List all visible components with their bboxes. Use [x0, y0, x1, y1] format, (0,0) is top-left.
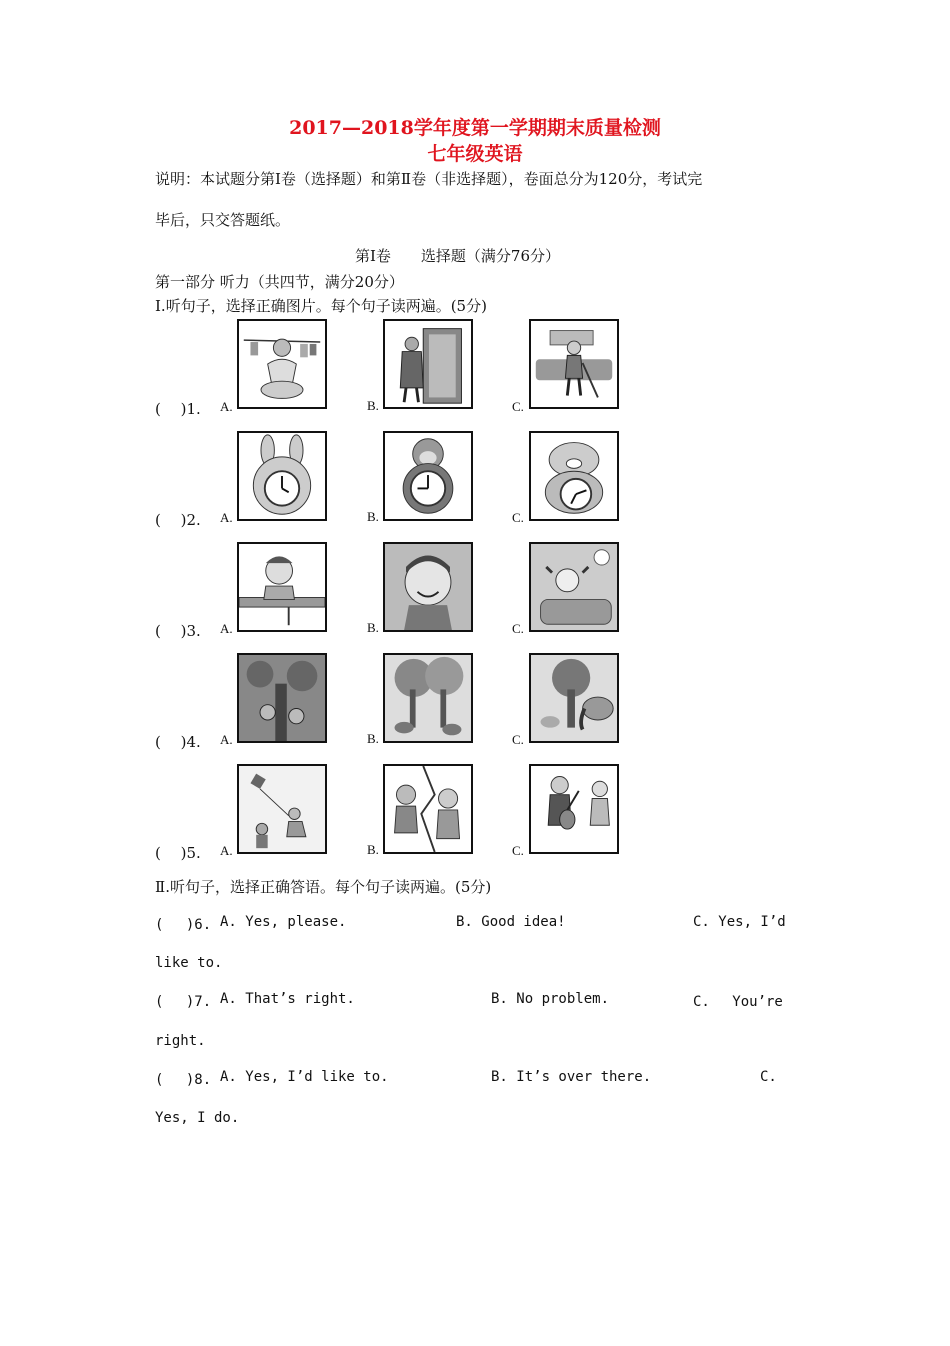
option-label: C.: [512, 399, 524, 414]
option-label: C.: [512, 843, 524, 858]
question-number: ( )6.: [155, 917, 212, 933]
part-ii-heading: Ⅱ.听句子，选择正确答语。每个句子读两遍。(5分): [155, 878, 492, 896]
option-label: B.: [367, 842, 379, 857]
part-heading: 第一部分 听力（共四节，满分20分）: [155, 273, 404, 291]
q7-option-c[interactable]: C. You’re: [693, 994, 783, 1010]
q7-option-c-continued: right.: [155, 1033, 206, 1049]
question-number: ( )5.: [155, 844, 201, 862]
boy-laughing-icon[interactable]: [383, 542, 473, 632]
option-label: B.: [367, 398, 379, 413]
option-label: A.: [220, 399, 233, 414]
option-label: B.: [367, 509, 379, 524]
question-number: ( )8.: [155, 1072, 212, 1088]
q6-option-c-continued: like to.: [155, 955, 223, 971]
question-number: ( )4.: [155, 733, 201, 751]
pig-clock-icon[interactable]: [529, 431, 619, 521]
monkeys-in-tree-icon[interactable]: [237, 653, 327, 743]
option-label: B.: [367, 731, 379, 746]
exam-subtitle: 七年级英语: [427, 143, 523, 165]
option-label: A.: [220, 732, 233, 747]
q7-option-a[interactable]: A. That’s right.: [220, 991, 355, 1007]
instructions-line2: 毕后，只交答题纸。: [155, 211, 291, 229]
monkey-clock-icon[interactable]: [383, 431, 473, 521]
elephant-at-tree-icon[interactable]: [529, 653, 619, 743]
playing-guitar-icon[interactable]: [529, 764, 619, 854]
exam-title: 2017—2018学年度第一学期期末质量检测: [289, 117, 661, 139]
option-label: A.: [220, 621, 233, 636]
question-number: ( )3.: [155, 622, 201, 640]
question-number: ( )2.: [155, 511, 201, 529]
section-heading: 第Ⅰ卷 选择题（满分76分）: [355, 247, 561, 265]
flying-kite-icon[interactable]: [237, 764, 327, 854]
question-number: ( )7.: [155, 994, 212, 1010]
instructions-line1: 说明：本试题分第Ⅰ卷（选择题）和第Ⅱ卷（非选择题），卷面总分为120分，考试完: [155, 170, 703, 188]
animals-in-forest-icon[interactable]: [383, 653, 473, 743]
q6-option-b[interactable]: B. Good idea!: [456, 914, 566, 930]
option-label: A.: [220, 510, 233, 525]
man-at-wardrobe-icon[interactable]: [383, 319, 473, 409]
option-label: C.: [512, 621, 524, 636]
option-label: B.: [367, 620, 379, 635]
q7-option-b[interactable]: B. No problem.: [491, 991, 610, 1007]
q6-option-c[interactable]: C. Yes, I’d: [693, 914, 786, 930]
boy-cleaning-floor-icon[interactable]: [529, 319, 619, 409]
q6-option-a[interactable]: A. Yes, please.: [220, 914, 347, 930]
talking-on-phone-icon[interactable]: [383, 764, 473, 854]
girl-washing-clothes-icon[interactable]: [237, 319, 327, 409]
q8-option-c[interactable]: C.: [760, 1069, 777, 1085]
q8-option-a[interactable]: A. Yes, I’d like to.: [220, 1069, 389, 1085]
rabbit-clock-icon[interactable]: [237, 431, 327, 521]
option-label: C.: [512, 732, 524, 747]
q8-option-c-continued: Yes, I do.: [155, 1110, 240, 1126]
option-label: A.: [220, 843, 233, 858]
girl-at-window-icon[interactable]: [237, 542, 327, 632]
option-label: C.: [512, 510, 524, 525]
q8-option-b[interactable]: B. It’s over there.: [491, 1069, 652, 1085]
question-number: ( )1.: [155, 400, 201, 418]
girl-waking-up-icon[interactable]: [529, 542, 619, 632]
part-i-heading: Ⅰ.听句子，选择正确图片。每个句子读两遍。(5分): [155, 297, 487, 315]
